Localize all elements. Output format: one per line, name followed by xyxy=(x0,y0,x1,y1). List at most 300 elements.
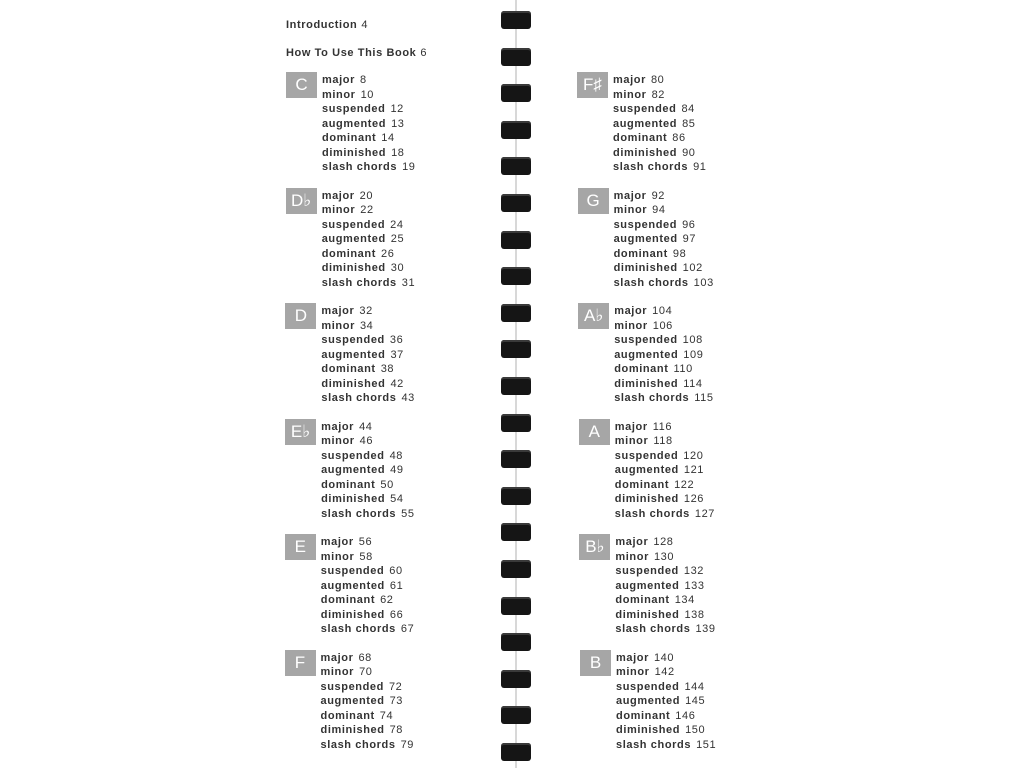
chord-name: major xyxy=(322,74,355,86)
chord-entry[interactable] xyxy=(614,377,713,392)
key-label: F♯ xyxy=(577,72,608,98)
binding-ring xyxy=(501,11,531,29)
chord-name: slash chords xyxy=(615,623,691,635)
chord-entry[interactable] xyxy=(613,160,707,175)
chord-page-number: 114 xyxy=(683,377,703,390)
chord-list xyxy=(321,651,415,753)
chord-name: minor xyxy=(320,550,355,563)
chord-entry[interactable] xyxy=(614,218,714,233)
chord-name: major xyxy=(614,420,648,433)
chord-page-number: 37 xyxy=(390,348,404,361)
chord-page-number: 25 xyxy=(390,233,405,245)
binding-ring xyxy=(501,597,531,615)
chord-entry[interactable] xyxy=(614,304,713,319)
chord-entry[interactable] xyxy=(613,131,707,146)
key-section xyxy=(577,72,767,176)
chord-page-number: 150 xyxy=(685,724,706,736)
chord-entry[interactable] xyxy=(615,478,715,493)
chord-page-number: 128 xyxy=(653,536,674,548)
chord-entry[interactable] xyxy=(615,622,715,637)
chord-page-number: 92 xyxy=(651,189,665,202)
chord-entry[interactable] xyxy=(613,73,707,88)
chord-page-number: 12 xyxy=(390,103,404,115)
chord-entry[interactable] xyxy=(322,146,416,161)
chord-page-number: 145 xyxy=(685,695,706,707)
chord-entry[interactable] xyxy=(321,564,415,579)
toc-entry-introduction[interactable] xyxy=(286,19,368,31)
chord-entry[interactable] xyxy=(322,276,416,291)
chord-name: suspended xyxy=(321,218,386,231)
chord-page-number: 139 xyxy=(695,623,716,635)
chord-name: major xyxy=(321,305,355,317)
binding-ring xyxy=(501,231,531,249)
chord-name: major xyxy=(321,420,355,433)
chord-page-number: 30 xyxy=(390,262,405,274)
chord-page-number: 142 xyxy=(654,666,675,678)
chord-name: dominant xyxy=(321,247,376,260)
chord-list xyxy=(614,304,713,406)
chord-page-number: 90 xyxy=(682,146,696,159)
chord-page-number: 98 xyxy=(672,247,687,260)
chord-entry[interactable] xyxy=(616,665,716,680)
chord-page-number: 86 xyxy=(672,132,686,144)
chord-name: minor xyxy=(613,88,647,101)
chord-page-number: 20 xyxy=(359,189,374,202)
chord-page-number: 36 xyxy=(389,334,404,346)
chord-entry[interactable] xyxy=(613,102,707,117)
chord-entry[interactable] xyxy=(322,189,416,204)
chord-entry[interactable] xyxy=(615,507,715,522)
binding-ring xyxy=(501,48,531,66)
chord-name: diminished xyxy=(614,377,679,390)
chord-entry[interactable] xyxy=(321,723,415,738)
binding-ring xyxy=(501,450,531,468)
toc-entry-label: Introduction xyxy=(286,19,358,31)
chord-entry[interactable] xyxy=(322,218,416,233)
chord-page-number: 18 xyxy=(391,146,405,159)
chord-entry[interactable] xyxy=(615,420,715,435)
key-label: D xyxy=(285,303,316,329)
chord-page-number: 46 xyxy=(359,435,374,447)
chord-page-number: 106 xyxy=(652,319,673,332)
chord-name: suspended xyxy=(321,449,385,462)
chord-name: augmented xyxy=(321,348,386,361)
chord-entry[interactable] xyxy=(614,319,713,334)
binding-ring xyxy=(501,304,531,322)
chord-page-number: 60 xyxy=(389,565,403,577)
chord-entry[interactable] xyxy=(322,73,416,88)
chord-entry[interactable] xyxy=(322,203,416,218)
key-section xyxy=(580,650,770,754)
key-label: A♭ xyxy=(578,303,609,329)
chord-entry[interactable] xyxy=(614,232,714,247)
chord-page-number: 67 xyxy=(400,623,415,635)
chord-name: augmented xyxy=(614,348,679,361)
chord-entry[interactable] xyxy=(322,160,416,175)
chord-name: dominant xyxy=(321,478,376,491)
chord-page-number: 138 xyxy=(684,608,705,621)
key-section xyxy=(286,72,476,176)
chord-entry[interactable] xyxy=(321,665,415,680)
chord-name: suspended xyxy=(322,103,386,115)
key-section xyxy=(286,188,476,292)
chord-list xyxy=(615,535,715,637)
binding-ring xyxy=(501,633,531,651)
chord-name: minor xyxy=(616,666,650,678)
chord-entry[interactable] xyxy=(616,738,716,753)
chord-entry[interactable] xyxy=(616,694,716,709)
chord-name: augmented xyxy=(321,464,386,476)
binding-ring xyxy=(501,84,531,102)
chord-entry[interactable] xyxy=(321,492,415,507)
chord-entry[interactable] xyxy=(321,680,415,695)
chord-entry[interactable] xyxy=(614,348,713,363)
chord-entry[interactable] xyxy=(615,608,715,623)
chord-entry[interactable] xyxy=(615,535,715,550)
chord-entry[interactable] xyxy=(321,449,415,464)
binding-ring xyxy=(501,560,531,578)
chord-entry[interactable] xyxy=(615,579,715,594)
chord-entry[interactable] xyxy=(614,189,714,204)
chord-name: diminished xyxy=(320,608,385,621)
chord-name: suspended xyxy=(615,565,679,577)
chord-page-number: 68 xyxy=(358,651,372,664)
chord-entry[interactable] xyxy=(321,593,415,608)
chord-name: suspended xyxy=(613,103,677,115)
chord-entry[interactable] xyxy=(616,709,716,724)
key-label: C xyxy=(286,72,317,98)
chord-entry[interactable] xyxy=(321,304,415,319)
chord-page-number: 8 xyxy=(359,74,367,86)
chord-name: slash chords xyxy=(614,507,690,520)
chord-name: augmented xyxy=(322,117,387,130)
chord-list xyxy=(321,304,415,406)
key-label: F xyxy=(285,650,316,676)
chord-name: suspended xyxy=(613,218,678,231)
chord-page-number: 38 xyxy=(380,363,395,375)
chord-name: major xyxy=(320,651,354,664)
binding-ring xyxy=(501,267,531,285)
chord-name: major xyxy=(613,74,646,86)
binding-ring xyxy=(501,670,531,688)
chord-entry[interactable] xyxy=(614,261,714,276)
chord-page-number: 22 xyxy=(360,204,374,216)
toc-entry-label: How To Use This Book xyxy=(286,47,417,59)
chord-page-number: 19 xyxy=(402,161,416,173)
chord-page-number: 91 xyxy=(693,161,707,173)
chord-name: diminished xyxy=(321,493,386,505)
key-label: D♭ xyxy=(286,188,317,214)
chord-name: minor xyxy=(321,204,356,216)
chord-entry[interactable] xyxy=(321,535,415,550)
binding-ring xyxy=(501,340,531,358)
chord-page-number: 127 xyxy=(694,507,716,520)
chord-name: dominant xyxy=(616,709,671,722)
chord-name: major xyxy=(615,536,649,548)
chord-name: minor xyxy=(615,550,649,563)
chord-page-number: 94 xyxy=(652,204,666,216)
chord-name: diminished xyxy=(613,262,678,274)
key-label: E xyxy=(285,534,316,560)
chord-entry[interactable] xyxy=(321,420,415,435)
chord-page-number: 102 xyxy=(682,262,703,274)
chord-entry[interactable] xyxy=(321,579,415,594)
chord-name: major xyxy=(616,651,649,664)
chord-page-number: 109 xyxy=(683,348,704,361)
key-section xyxy=(579,419,769,523)
chord-entry[interactable] xyxy=(321,608,415,623)
key-label: B♭ xyxy=(579,534,610,560)
chord-page-number: 10 xyxy=(360,88,374,101)
chord-page-number: 74 xyxy=(379,709,394,722)
chord-entry[interactable] xyxy=(615,593,715,608)
key-label: G xyxy=(578,188,609,214)
chord-entry[interactable] xyxy=(614,391,713,406)
key-section xyxy=(579,534,769,638)
binding-ring xyxy=(501,194,531,212)
chord-entry[interactable] xyxy=(321,434,415,449)
chord-name: slash chords xyxy=(614,392,690,404)
chord-page-number: 116 xyxy=(652,420,673,433)
chord-page-number: 31 xyxy=(401,276,416,289)
toc-entry-page: 4 xyxy=(361,19,369,31)
toc-entry-page: 6 xyxy=(420,47,428,59)
chord-name: augmented xyxy=(613,117,678,130)
chord-list xyxy=(321,420,415,522)
chord-entry[interactable] xyxy=(321,333,415,348)
chord-page-number: 103 xyxy=(693,276,714,289)
toc-entry-how-to-use[interactable] xyxy=(286,47,427,59)
binding-ring xyxy=(501,743,531,761)
chord-page-number: 146 xyxy=(675,709,696,722)
chord-name: augmented xyxy=(613,233,678,245)
chord-page-number: 13 xyxy=(391,117,405,130)
chord-name: minor xyxy=(320,666,355,678)
chord-entry[interactable] xyxy=(322,102,416,117)
chord-page-number: 110 xyxy=(673,363,693,375)
chord-entry[interactable] xyxy=(614,276,714,291)
chord-page-number: 122 xyxy=(674,478,695,491)
chord-page-number: 79 xyxy=(400,738,414,751)
chord-entry[interactable] xyxy=(321,319,415,334)
chord-entry[interactable] xyxy=(615,564,715,579)
chord-page-number: 84 xyxy=(681,103,695,115)
chord-name: slash chords xyxy=(321,507,397,520)
chord-entry[interactable] xyxy=(321,463,415,478)
chord-page-number: 120 xyxy=(683,449,704,462)
key-section xyxy=(285,419,475,523)
chord-page-number: 50 xyxy=(380,478,394,491)
chord-page-number: 14 xyxy=(381,132,395,144)
chord-page-number: 56 xyxy=(358,536,373,548)
chord-entry[interactable] xyxy=(615,492,715,507)
chord-entry[interactable] xyxy=(613,88,707,103)
chord-page-number: 44 xyxy=(359,420,373,433)
chord-page-number: 115 xyxy=(694,392,714,404)
chord-entry[interactable] xyxy=(321,377,415,392)
chord-entry[interactable] xyxy=(615,434,715,449)
chord-name: minor xyxy=(321,319,355,332)
chord-list xyxy=(321,535,415,637)
chord-entry[interactable] xyxy=(322,88,416,103)
chord-name: minor xyxy=(613,204,648,216)
chord-page-number: 80 xyxy=(650,74,665,86)
chord-page-number: 133 xyxy=(684,579,705,592)
chord-name: slash chords xyxy=(320,623,396,635)
chord-page-number: 48 xyxy=(389,449,403,462)
chord-name: suspended xyxy=(321,334,385,346)
chord-name: slash chords xyxy=(321,276,397,289)
chord-name: slash chords xyxy=(322,161,398,173)
chord-page-number: 96 xyxy=(682,218,696,231)
binding-ring xyxy=(501,157,531,175)
chord-entry[interactable] xyxy=(322,232,416,247)
chord-entry[interactable] xyxy=(614,203,714,218)
chord-page-number: 118 xyxy=(653,435,673,447)
binding-ring xyxy=(501,487,531,505)
key-section xyxy=(285,534,475,638)
key-label: B xyxy=(580,650,611,676)
chord-entry[interactable] xyxy=(322,247,416,262)
chord-entry[interactable] xyxy=(321,478,415,493)
chord-name: major xyxy=(614,305,648,317)
chord-name: major xyxy=(321,189,355,202)
chord-name: suspended xyxy=(614,334,678,346)
chord-page-number: 108 xyxy=(682,334,703,346)
chord-page-number: 144 xyxy=(684,680,705,693)
chord-list xyxy=(614,189,714,291)
chord-entry[interactable] xyxy=(322,117,416,132)
chord-entry[interactable] xyxy=(614,333,713,348)
key-section xyxy=(578,303,768,407)
binding-ring xyxy=(501,377,531,395)
binding-ring xyxy=(501,121,531,139)
chord-name: minor xyxy=(614,319,648,332)
chord-page-number: 24 xyxy=(390,218,404,231)
chord-name: diminished xyxy=(613,146,678,159)
chord-page-number: 49 xyxy=(390,464,404,476)
chord-entry[interactable] xyxy=(615,449,715,464)
binding-ring xyxy=(501,414,531,432)
chord-page-number: 134 xyxy=(674,594,695,606)
chord-name: diminished xyxy=(615,608,680,621)
chord-list xyxy=(616,651,716,753)
chord-name: dominant xyxy=(322,132,377,144)
chord-entry[interactable] xyxy=(614,247,714,262)
key-label: E♭ xyxy=(285,419,316,445)
chord-list xyxy=(322,73,416,175)
chord-entry[interactable] xyxy=(321,622,415,637)
chord-name: minor xyxy=(322,88,356,101)
chord-list xyxy=(615,420,715,522)
chord-page-number: 73 xyxy=(389,695,404,707)
chord-page-number: 70 xyxy=(359,666,373,678)
chord-entry[interactable] xyxy=(321,694,415,709)
chord-entry[interactable] xyxy=(321,507,415,522)
key-section xyxy=(285,303,475,407)
chord-entry[interactable] xyxy=(616,680,716,695)
chord-name: suspended xyxy=(320,565,385,577)
chord-entry[interactable] xyxy=(321,348,415,363)
chord-page-number: 140 xyxy=(653,651,675,664)
chord-page-number: 61 xyxy=(389,579,404,592)
chord-page-number: 85 xyxy=(682,117,696,130)
chord-page-number: 132 xyxy=(683,565,705,577)
chord-name: augmented xyxy=(321,233,386,245)
chord-entry[interactable] xyxy=(321,362,415,377)
chord-name: dominant xyxy=(615,594,670,606)
chord-name: slash chords xyxy=(613,276,689,289)
chord-list xyxy=(613,73,707,175)
chord-entry[interactable] xyxy=(321,709,415,724)
chord-page-number: 32 xyxy=(359,305,373,317)
chord-name: suspended xyxy=(320,680,384,693)
chord-page-number: 97 xyxy=(682,233,697,245)
chord-entry[interactable] xyxy=(615,463,715,478)
chord-entry[interactable] xyxy=(321,738,415,753)
chord-entry[interactable] xyxy=(322,261,416,276)
chord-name: dominant xyxy=(321,363,376,375)
chord-page-number: 78 xyxy=(389,724,403,736)
chord-name: slash chords xyxy=(321,392,397,404)
chord-name: dominant xyxy=(320,594,376,606)
chord-name: minor xyxy=(321,435,355,447)
chord-page-number: 104 xyxy=(652,305,673,317)
chord-name: augmented xyxy=(320,695,385,707)
binding-ring xyxy=(501,706,531,724)
chord-entry[interactable] xyxy=(616,723,716,738)
chord-page-number: 55 xyxy=(401,507,415,520)
chord-page-number: 34 xyxy=(359,319,374,332)
chord-name: major xyxy=(613,189,647,202)
chord-entry[interactable] xyxy=(321,550,415,565)
chord-page-number: 126 xyxy=(683,493,705,505)
chord-name: diminished xyxy=(322,146,387,159)
chord-name: slash chords xyxy=(616,738,692,751)
chord-name: diminished xyxy=(321,377,386,390)
key-section xyxy=(578,188,768,292)
chord-entry[interactable] xyxy=(614,362,713,377)
chord-name: slash chords xyxy=(320,738,396,751)
chord-page-number: 82 xyxy=(651,88,665,101)
chord-name: augmented xyxy=(320,579,385,592)
chord-name: diminished xyxy=(321,262,386,274)
chord-entry[interactable] xyxy=(616,651,716,666)
chord-name: dominant xyxy=(614,478,670,491)
chord-page-number: 43 xyxy=(401,392,415,404)
chord-name: suspended xyxy=(614,449,679,462)
chord-entry[interactable] xyxy=(613,146,707,161)
chord-page-number: 58 xyxy=(359,550,373,563)
chord-name: slash chords xyxy=(613,161,689,173)
chord-entry[interactable] xyxy=(321,391,415,406)
chord-page-number: 54 xyxy=(390,493,404,505)
chord-entry[interactable] xyxy=(613,117,707,132)
chord-name: dominant xyxy=(320,709,375,722)
chord-entry[interactable] xyxy=(615,550,715,565)
chord-name: augmented xyxy=(614,464,679,476)
chord-entry[interactable] xyxy=(322,131,416,146)
chord-name: major xyxy=(320,536,354,548)
chord-page-number: 72 xyxy=(388,680,403,693)
key-label: A xyxy=(579,419,610,445)
chord-name: augmented xyxy=(616,695,681,707)
chord-page-number: 121 xyxy=(683,464,705,476)
chord-page-number: 62 xyxy=(380,594,394,606)
chord-entry[interactable] xyxy=(321,651,415,666)
chord-name: dominant xyxy=(613,132,668,144)
chord-page-number: 66 xyxy=(389,608,404,621)
